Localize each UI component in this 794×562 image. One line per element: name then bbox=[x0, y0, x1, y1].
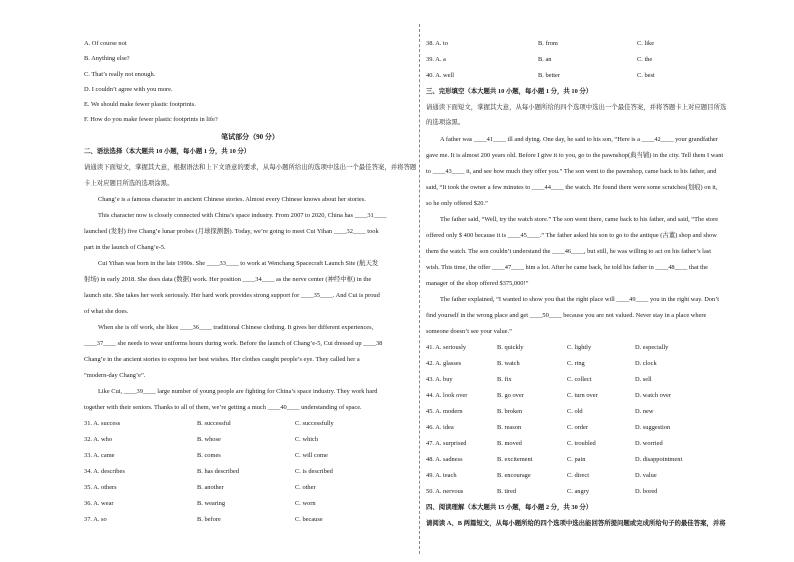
question-row bbox=[84, 468, 416, 477]
option-b: B. excitement bbox=[497, 456, 533, 463]
option-c: C. order bbox=[567, 424, 588, 431]
option-b: B. broken bbox=[497, 408, 523, 415]
option-c: C. which bbox=[295, 436, 319, 443]
section3-instruction: 请通读下面短文，掌握其大意，从每小题所给的四个选项中选出一个最佳答案，并将答题卡上对应题目所选 bbox=[426, 104, 727, 111]
cloze-line: A father was ____41____ ill and dying. One day, he said to his son, “Here is a ____42____ your grandfather bbox=[440, 136, 718, 143]
section4-heading: 四、阅读理解（本大题共 15 小题，每小题 2 分，共 30 分） bbox=[426, 504, 593, 511]
cloze-line: someone doesn’t see your value.” bbox=[426, 328, 512, 335]
cloze-line: to ____43____ it, and see how much they offer you.” The son went to the pawnshop, came back to his father, and bbox=[426, 168, 717, 175]
dialog-option-b: B. Anything else? bbox=[84, 55, 130, 62]
section2-heading: 二、语法选择（本大题共 10 小题，每小题 1 分，共 10 分） bbox=[84, 148, 251, 155]
option-d: D. worried bbox=[635, 440, 663, 447]
dialog-option-a: A. Of course not bbox=[84, 40, 127, 47]
option-c: C. is described bbox=[295, 468, 333, 475]
cloze-line: manager of the shop offered $375,000!” bbox=[426, 280, 529, 287]
cloze-line: wish. This time, the offer ____47____ him a lot. After he came back, he told his father in ____48____ that the bbox=[426, 264, 708, 271]
option-b: B. moved bbox=[497, 440, 522, 447]
option-b: B. successful bbox=[197, 420, 231, 427]
column-divider bbox=[419, 24, 420, 554]
option-b: B. watch bbox=[497, 360, 520, 367]
option-b: B. before bbox=[197, 516, 221, 523]
passage-line: When she is off work, she likes ____36____ traditional Chinese clothing. It gives her different experiences, bbox=[98, 324, 374, 331]
section2-instruction: 请通读下面短文，掌握其大意，根据语法和上下文语意的要求，从每小题所给出的选项中选出一个最佳答案，并将答题 bbox=[84, 164, 417, 171]
passage-line: Chang’e is a famous character in ancient Chinese stories. Almost every Chinese knows about her stories. bbox=[98, 196, 366, 203]
cloze-line: The father explained, “I wanted to show you that the right place will ____49____ you in the right way. Don’t bbox=[440, 296, 719, 303]
option-c: C. will come bbox=[295, 452, 328, 459]
option-a: 31. A. success bbox=[84, 420, 121, 427]
question-row bbox=[84, 484, 416, 493]
option-c: C. lightly bbox=[567, 344, 592, 351]
passage-line: launch site. She takes her work seriously. Her hard work provides strong support for ____35____. And Cui is proud bbox=[84, 292, 380, 299]
cloze-line: gave me. It is almost 200 years old. Before I give it to you, go to the pawnshop(典当铺) in the city. Tell them I want bbox=[426, 152, 724, 159]
question-row bbox=[84, 420, 416, 429]
option-d: D. suggestion bbox=[635, 424, 671, 431]
option-a: 44. A. look over bbox=[426, 392, 468, 399]
passage-line: Like Cui, ____39____ large number of young people are fighting for China’s space industry. They work hard bbox=[98, 388, 378, 395]
passage-line: 射场) in early 2018. She does data (数据) work. Her position ____34____ as the nerve center (神经中枢) in the bbox=[84, 276, 372, 283]
passage-line: together with their seniors. Thanks to all of them, we’re getting a much ____40____ understanding of space. bbox=[84, 404, 362, 411]
question-row bbox=[84, 500, 416, 509]
cloze-option-row bbox=[426, 376, 770, 385]
option-c: C. pain bbox=[567, 456, 586, 463]
option-a: 48. A. sadness bbox=[426, 456, 463, 463]
passage-line: Chang’e in the ancient stories to express her best wishes. Her clothes caught people’s eye. They called her a bbox=[84, 356, 360, 363]
option-c: C. because bbox=[295, 516, 323, 523]
option-a: 33. A. came bbox=[84, 452, 115, 459]
question-row bbox=[426, 72, 770, 81]
option-b: B. reason bbox=[497, 424, 522, 431]
option-d: D. watch over bbox=[635, 392, 672, 399]
option-c: C. collect bbox=[567, 376, 592, 383]
option-d: D. value bbox=[635, 472, 657, 479]
option-c: C. worn bbox=[295, 500, 316, 507]
cloze-option-row bbox=[426, 488, 770, 497]
question-row bbox=[426, 56, 770, 65]
option-a: 40. A. well bbox=[426, 72, 455, 79]
option-b: B. better bbox=[538, 72, 561, 79]
option-b: B. has described bbox=[197, 468, 240, 475]
option-c: C. direct bbox=[567, 472, 590, 479]
question-row bbox=[84, 516, 416, 525]
passage-line: “modern-day Chang’e”. bbox=[84, 372, 146, 379]
option-b: B. quickly bbox=[497, 344, 524, 351]
option-d: D. clock bbox=[635, 360, 657, 367]
cloze-option-row bbox=[426, 392, 770, 401]
option-d: D. bored bbox=[635, 488, 658, 495]
cloze-option-row bbox=[426, 456, 770, 465]
cloze-option-row bbox=[426, 360, 770, 369]
option-c: C. old bbox=[567, 408, 583, 415]
cloze-option-row bbox=[426, 472, 770, 481]
option-c: C. the bbox=[637, 56, 653, 63]
option-d: D. new bbox=[635, 408, 654, 415]
option-b: B. go over bbox=[497, 392, 524, 399]
cloze-line: them the watch. The son couldn’t understand the ____46____, but still, he was willing to act on his father’s last bbox=[426, 248, 712, 255]
written-part-title: 笔试部分（90 分） bbox=[221, 133, 279, 141]
option-a: 32. A. who bbox=[84, 436, 113, 443]
option-a: 36. A. wear bbox=[84, 500, 114, 507]
section2-instruction: 卡上对应题目所选的选项涂黑。 bbox=[84, 180, 174, 187]
option-a: 47. A. surprised bbox=[426, 440, 467, 447]
passage-line: of what she does. bbox=[84, 308, 129, 315]
option-a: 41. A. seriously bbox=[426, 344, 467, 351]
option-a: 39. A. a bbox=[426, 56, 446, 63]
dialog-option-e: E. We should make fewer plastic footprints. bbox=[84, 101, 196, 108]
passage-line: launched (发射) five Chang’e lunar probes (月球探测器). Today, we’re going to meet Cui Yihan ____32____ took bbox=[84, 228, 379, 235]
option-c: C. best bbox=[637, 72, 655, 79]
cloze-option-row bbox=[426, 424, 770, 433]
option-c: C. like bbox=[637, 40, 655, 47]
section4-instruction: 请阅读 A、B 两篇短文，从每小题所给的四个选项中选出能回答所提问题或完成所给句子的最佳答案，并将 bbox=[426, 520, 726, 527]
option-a: 38. A. to bbox=[426, 40, 449, 47]
cloze-line: The father said, “Well, try the watch store.” The son went there, came back to his father, and said, “The store bbox=[440, 216, 719, 223]
option-a: 42. A. glasses bbox=[426, 360, 462, 367]
option-b: B. wearing bbox=[197, 500, 226, 507]
dialog-option-f: F. How do you make fewer plastic footprints in life? bbox=[84, 116, 218, 123]
passage-line: Cui Yihan was born in the late 1990s. She ____33____ to work at Wenchang Spacecraft Launch Site (航天发 bbox=[98, 260, 379, 267]
question-row bbox=[426, 40, 770, 49]
option-d: D. disappointment bbox=[635, 456, 683, 463]
section3-instruction: 的选项涂黑。 bbox=[426, 119, 465, 126]
cloze-line: find yourself in the wrong place and get ____50____ because you are not valued. Never stay in a place where bbox=[426, 312, 707, 319]
cloze-line: offered only $ 400 because it is ____45____.” The father asked his son to go to the antique (古董) shop and show bbox=[426, 232, 717, 239]
cloze-option-row bbox=[426, 408, 770, 417]
option-c: C. angry bbox=[567, 488, 590, 495]
option-a: 34. A. describes bbox=[84, 468, 125, 475]
passage-line: part in the launch of Chang’e-5. bbox=[84, 244, 166, 251]
option-d: D. especially bbox=[635, 344, 669, 351]
option-a: 35. A. others bbox=[84, 484, 117, 491]
option-c: C. other bbox=[295, 484, 316, 491]
section3-heading: 三、完形填空（本大题共 10 小题，每小题 1 分，共 10 分） bbox=[426, 88, 593, 95]
option-b: B. whose bbox=[197, 436, 221, 443]
option-c: C. successfully bbox=[295, 420, 334, 427]
option-a: 45. A. modern bbox=[426, 408, 463, 415]
option-b: B. from bbox=[538, 40, 558, 47]
option-b: B. encourage bbox=[497, 472, 531, 479]
option-a: 46. A. idea bbox=[426, 424, 454, 431]
option-b: B. another bbox=[197, 484, 224, 491]
option-d: D. sell bbox=[635, 376, 652, 383]
dialog-option-d: D. I couldn’t agree with you more. bbox=[84, 86, 173, 93]
cloze-option-row bbox=[426, 440, 770, 449]
option-b: B. tired bbox=[497, 488, 517, 495]
option-c: C. turn over bbox=[567, 392, 598, 399]
cloze-line: said, “It took the owner a few minutes to ____44____ the watch. He found there were some scratches(划痕) on it, bbox=[426, 184, 718, 191]
cloze-option-row bbox=[426, 344, 770, 353]
option-b: B. comes bbox=[197, 452, 221, 459]
dialog-option-c: C. That’s really not enough. bbox=[84, 71, 156, 78]
option-c: C. ring bbox=[567, 360, 585, 367]
option-a: 49. A. teach bbox=[426, 472, 457, 479]
option-a: 50. A. nervous bbox=[426, 488, 464, 495]
question-row bbox=[84, 436, 416, 445]
option-a: 37. A. so bbox=[84, 516, 107, 523]
passage-line: ____37____ she needs to wear uniforms hours during work. Before the launch of Chang’e-5, Cui dressed up ____38 bbox=[84, 340, 383, 347]
passage-line: This character now is closely connected with China’s space industry. From 2007 to 2020, China has ____31____ bbox=[98, 212, 387, 219]
option-b: B. fix bbox=[497, 376, 512, 383]
question-row bbox=[84, 452, 416, 461]
option-a: 43. A. buy bbox=[426, 376, 453, 383]
option-c: C. troubled bbox=[567, 440, 596, 447]
cloze-line: so he only offered $20.” bbox=[426, 200, 488, 207]
option-b: B. an bbox=[538, 56, 552, 63]
